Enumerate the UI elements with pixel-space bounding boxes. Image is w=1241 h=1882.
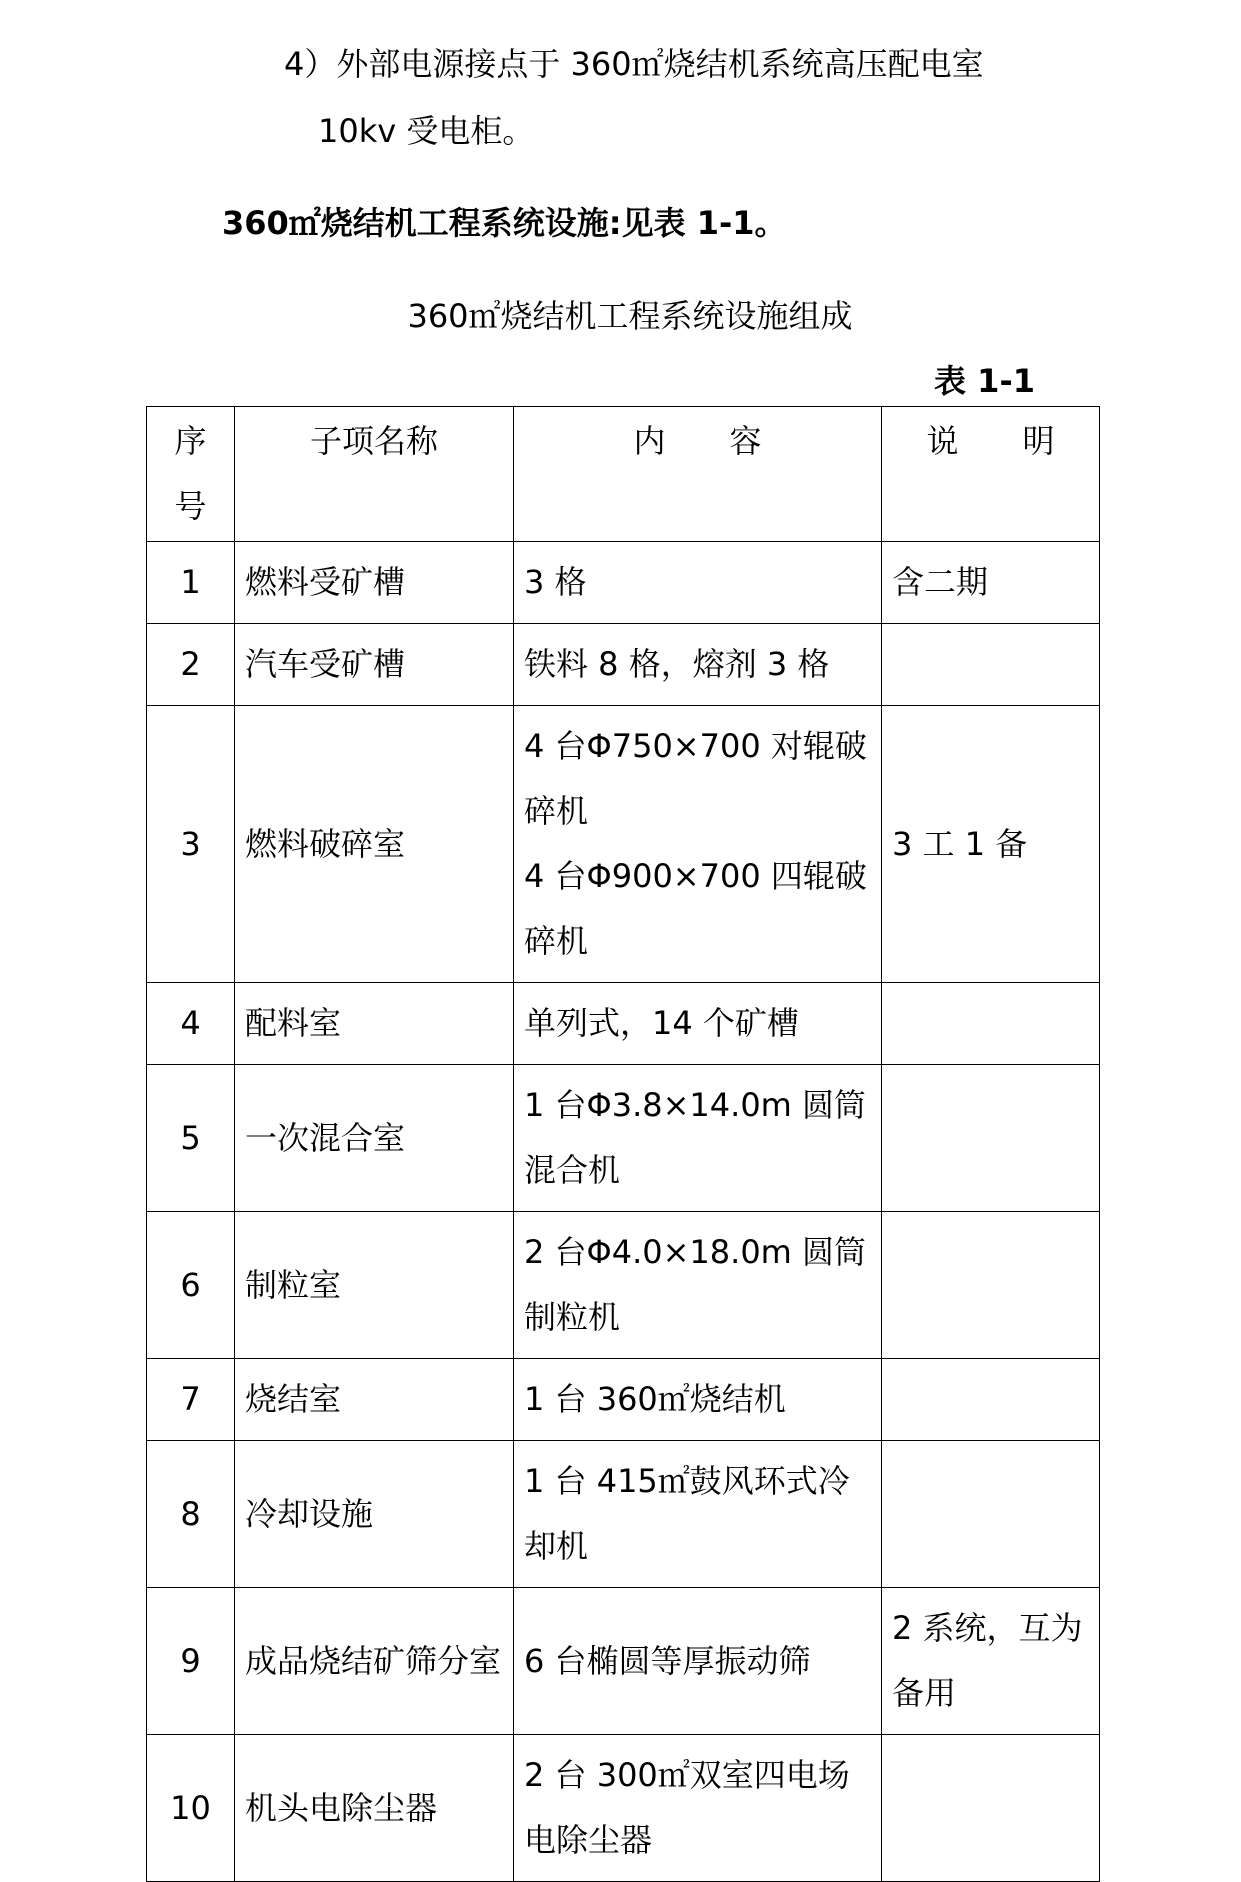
row-item-name: 燃料受矿槽 (235, 542, 514, 624)
table-header-row (147, 407, 1100, 542)
row-number: 9 (147, 1588, 235, 1735)
row-note: 含二期 (882, 542, 1100, 624)
row-content (514, 542, 882, 624)
header-number (147, 407, 235, 542)
table-row (147, 1735, 1100, 1882)
row-note (882, 1065, 1100, 1212)
row-content (514, 1359, 882, 1441)
header-number-line-1: 序 (174, 422, 207, 460)
table-row (147, 1212, 1100, 1359)
row-number: 5 (147, 1065, 235, 1212)
row-note: 2 系统，互为备用 (882, 1588, 1100, 1735)
row-content-line: 4 台Φ900×700 四辊破碎机 (524, 857, 867, 960)
row-note (882, 1212, 1100, 1359)
table-row (147, 1359, 1100, 1441)
row-number: 7 (147, 1359, 235, 1441)
facilities-table (146, 406, 1100, 1882)
row-number: 3 (147, 706, 235, 983)
row-content (514, 1441, 882, 1588)
row-item-name: 机头电除尘器 (235, 1735, 514, 1882)
row-content (514, 983, 882, 1065)
row-note (882, 983, 1100, 1065)
row-number: 2 (147, 624, 235, 706)
row-note (882, 1359, 1100, 1441)
table-caption: 360㎡烧结机工程系统设施组成 (407, 297, 853, 335)
row-content-line: 2 台Φ4.0×18.0m 圆筒制粒机 (524, 1233, 867, 1336)
row-number: 6 (147, 1212, 235, 1359)
table-row (147, 1588, 1100, 1735)
row-item-name: 汽车受矿槽 (235, 624, 514, 706)
row-content (514, 1065, 882, 1212)
row-note (882, 1735, 1100, 1882)
intro-line-1: 4）外部电源接点于 360㎡烧结机系统高压配电室 (284, 45, 984, 83)
row-content-line: 铁料 8 格，熔剂 3 格 (524, 645, 830, 683)
table-row (147, 1441, 1100, 1588)
row-content (514, 1212, 882, 1359)
row-content (514, 1588, 882, 1735)
row-number: 8 (147, 1441, 235, 1588)
table-body (147, 542, 1100, 1882)
row-number: 1 (147, 542, 235, 624)
table-number: 表 1-1 (934, 362, 1035, 400)
row-note (882, 624, 1100, 706)
row-content (514, 706, 882, 983)
table-row (147, 706, 1100, 983)
row-item-name: 一次混合室 (235, 1065, 514, 1212)
row-content (514, 1735, 882, 1882)
row-note (882, 1441, 1100, 1588)
row-content-line: 1 台 360㎡烧结机 (524, 1380, 786, 1418)
row-item-name: 冷却设施 (235, 1441, 514, 1588)
row-content-line: 2 台 300㎡双室四电场电除尘器 (524, 1756, 850, 1859)
intro-line-2: 10kv 受电柜。 (318, 112, 535, 150)
row-item-name: 制粒室 (235, 1212, 514, 1359)
table-row (147, 542, 1100, 624)
row-content (514, 624, 882, 706)
row-content-line: 1 台Φ3.8×14.0m 圆筒混合机 (524, 1086, 867, 1189)
row-item-name: 配料室 (235, 983, 514, 1065)
row-number: 10 (147, 1735, 235, 1882)
row-item-name: 燃料破碎室 (235, 706, 514, 983)
header-number-line-2: 号 (174, 487, 207, 525)
header-content: 内 容 (514, 407, 882, 542)
row-content-line: 6 台椭圆等厚振动筛 (524, 1641, 811, 1680)
table-row (147, 1065, 1100, 1212)
table-row (147, 624, 1100, 706)
row-note: 3 工 1 备 (882, 706, 1100, 983)
header-note: 说 明 (882, 407, 1100, 542)
table-row (147, 983, 1100, 1065)
row-content-line: 3 格 (524, 563, 587, 601)
row-content-line: 4 台Φ750×700 对辊破碎机 (524, 727, 867, 830)
section-heading: 360㎡烧结机工程系统设施:见表 1-1。 (222, 204, 787, 242)
row-content-line: 1 台 415㎡鼓风环式冷却机 (524, 1462, 850, 1565)
header-item-name: 子项名称 (235, 407, 514, 542)
row-content-line: 单列式，14 个矿槽 (524, 1004, 799, 1042)
row-item-name: 烧结室 (235, 1359, 514, 1441)
row-item-name: 成品烧结矿筛分室 (235, 1588, 514, 1735)
row-number: 4 (147, 983, 235, 1065)
